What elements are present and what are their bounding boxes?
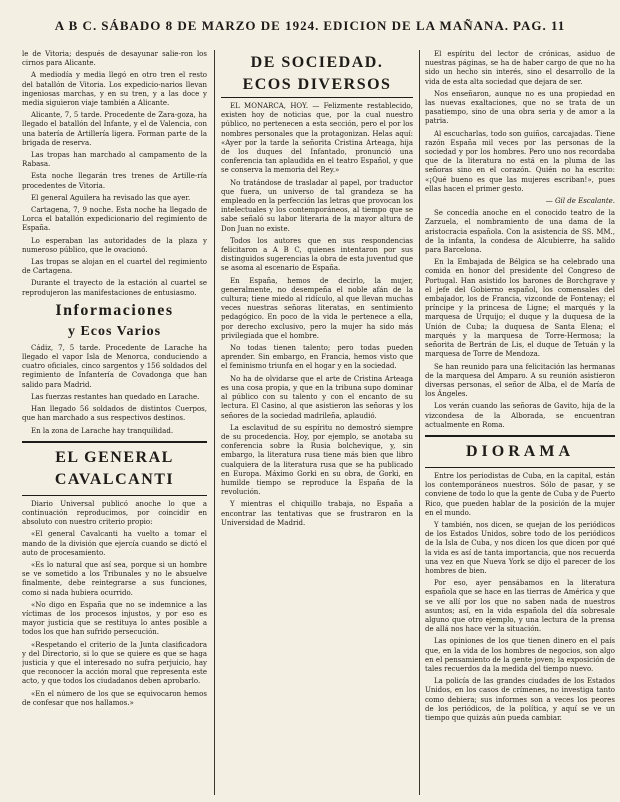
- col2-paragraph: La esclavitud de su espíritu no demostró siempre de su procedencia. Hoy, por ejemplo, se anotaba su conferencia sobre la Rusia bolchevique, y, sin embargo, la literatura rusa tiene más bien que libro cualquiera de la literatura rusa que se ha publicado en Europa. Máximo Gorki en su obra, de Gorki, en humilde tiempo se reproduce la España de la revolución.: [221, 423, 413, 497]
- column-3: [425, 50, 615, 795]
- col1-paragraph: A mediodía y media llegó en otro tren el resto del batallón de Vitoria. Los expedicio-narios llevan ingeniosas marchas, y en su tren, y a las doce y media siguieron viaje también a Alicante.: [22, 71, 207, 108]
- col1-paragraph: «Respetando el criterio de la Junta clasificadora y del Directorio, si lo que se quiere es que se haga justicia y que el interesado no sufra perjuicio, hay que reconocer la acción moral que representa este acto, y que todos los ciudadanos deben aprobarlo.: [22, 640, 207, 686]
- column-1: [22, 50, 207, 795]
- header-page-number: PAG. 11: [513, 18, 566, 33]
- col2-paragraph: En España, hemos de decirlo, la mujer, generalmente, no desempeña el noble afán de la cultura; tiene miedo al ridículo, al que llevan muchas veces nuestras señoras literatas, en sentimiento pedagógico. En poco de la vida le pertenece a ella, por derecho exclusivo, pero la mujer ha sido más privilegiada que el hombre.: [221, 276, 413, 340]
- col1-intro: le de Vitoria; después de desayunar salie-ron los cirnos para Alicante.: [22, 50, 207, 68]
- col1-paragraph: «Es lo natural que así sea, porque si un hombre se ve sometido a los Tribunales y no le absuelve finalmente, debe reintegrarse a sus funciones, como si nada hubiera ocurrido.: [22, 560, 207, 597]
- el-general-heading: EL GENERAL: [55, 448, 174, 466]
- diorama-heading: DIORAMA: [466, 442, 574, 460]
- col3-paragraph: Nos enseñaron, aunque no es una propiedad en las nuevas exaltaciones, que no se trata de un pasatiempo, sino de una obra seria y de amor a la patria.: [425, 89, 615, 126]
- col1-paragraph: Diario Universal publicó anoche lo que a continuación reproducimos, por coincidir en absoluto con nuestro criterio propio:: [22, 499, 207, 527]
- col2-paragraph: No todas tienen talento; pero todas pueden aprender. Sin embargo, en Francia, hemos visto que el feminismo triunfa en el hogar y en la sociedad.: [221, 344, 413, 371]
- col3-paragraph: Entre los periodistas de Cuba, en la capital, están los contemporáneos nuestros. Sólo de pasar, y se conviene de todo lo que la gente de Cuba y de Puerto Rico, que pueden hablar de la posición de la mujer en el mundo.: [425, 471, 615, 517]
- ecos-diversos-heading: ECOS DIVERSOS: [221, 76, 413, 98]
- col1-paragraph: Durante el trayecto de la estación al cuartel se reprodujeron las manifestaciones de entusiasmo.: [22, 279, 207, 297]
- column-2: [221, 50, 413, 795]
- col3-paragraph: En la Embajada de Bélgica se ha celebrado una comida en honor del presidente del Congreso de Portugal. Han asistido los barones de Borchgrave y el jefe del Gobierno español, los comensales del embajador, los de Francia, vizconde de Fontenay; el príncipe y la princesa de Ligne; el marqués y la marquesa de Urquijo; el duque y la duquesa de la Unión de Cuba; la duquesa de Santa Elena; el marqués y la marquesa de Torre-Hermosa; la señorita de Bertrán de Lis, el duque de Tetuán y la marquesa de Torre de Mendoza.: [425, 258, 615, 359]
- header-date: SÁBADO 8 DE MARZO DE 1924.: [101, 18, 320, 33]
- col3-paragraph: Y también, nos dicen, se quejan de los periódicos de los Estados Unidos, sobre todo de los periódicos de la Isla de Cuba, y nos dicen los que dicen por qué la vida es así de tanta importancia, que nos recuerda una vez en que Nueva York se dijo el parecer de los hombres de bien.: [425, 520, 615, 575]
- col1-paragraph: El general Aguilera ha revisado las que ayer.: [31, 193, 191, 202]
- col2-paragraph: EL MONARCA, HOY. — Felizmente restablecido, existen hoy de noticias que, por la cual nuestro público, no pertenecen a esta sección, pero el por los nombres personales que la protagonizan. Helas aquí: «Ayer por la tarde la señorita Cristina Arteaga, hija de los duques del Infantado, pronunció una conferencia tan aplaudida en el teatro Español, y que se conserva la memoria del Rey.»: [221, 102, 413, 175]
- signature: — Gil de Escalante.: [545, 197, 615, 206]
- col2-paragraph: Y mientras el chiquillo trabaja, no España a encontrar las tentativas que se frustraron en la Universidad de Madrid.: [221, 500, 413, 527]
- col1-paragraph: Las fuerzas restantes han quedado en Larache.: [31, 392, 200, 401]
- col3-paragraph: Los verán cuando las señoras de Gavito, hija de la vizcondesa de la Alborada, se encuentran actualmente en Roma.: [425, 402, 615, 429]
- col3-paragraph: Se concedía anoche en el conocido teatro de la Zarzuela, el nombramiento de una dama de la aristocracia española. Con la asistencia de SS. MM., de la infanta, la condesa de Alcubierre, ha salido para Barcelona.: [425, 209, 615, 255]
- col3-paragraph: El espíritu del lector de crónicas, asiduo de nuestras páginas, se ha de haber cargo de que no ha sido un hecho sin interés, sino el desarrollo de la vida de esta alta sociedad que dejara de ser.: [425, 50, 615, 86]
- col1-paragraph: En la zona de Larache hay tranquilidad.: [31, 426, 174, 435]
- col1-paragraph: «El general Cavalcanti ha vuelto a tomar el mando de la división que ejercía cuando se dictó el auto de procesamiento.: [22, 530, 207, 557]
- col1-paragraph: Las tropas se alojan en el cuartel del regimiento de Cartagena.: [22, 258, 207, 276]
- col2-paragraph: No tratándose de trasladar al papel, por traductor que fuera, un universo de tal grandeza se ha empleado en la perfección las letras que provocan los intelectuales y los contemporáneos, al tiempo que se sabe señaló su labor literaria de la mayor altura de Don Juan no existe.: [221, 178, 413, 233]
- column-divider-2: [419, 50, 420, 795]
- col1-paragraph: Las tropas han marchado al campamento de la Rabasa.: [22, 151, 207, 169]
- col1-paragraph: Esta noche llegarán tres trenes de Artille-ría procedentes de Vitoria.: [22, 172, 207, 190]
- de-sociedad-heading: DE SOCIEDAD.: [250, 54, 384, 71]
- col1-paragraph: Lo esperaban las autoridades de la plaza y numeroso público, que le ovacionó.: [22, 236, 207, 254]
- col1-paragraph: Cádiz, 7, 5 tarde. Procedente de Larache ha llegado el vapor Isla de Menorca, conduciendo a cuatro oficiales, cinco sargentos y 156 soldados del regimiento de Infantería de Covadonga que han salido para Madrid.: [22, 343, 207, 389]
- column-divider-1: [214, 50, 215, 795]
- informaciones-heading: Informaciones: [55, 301, 174, 319]
- col1-paragraph: Cartagena, 7, 9 noche. Esta noche ha llegado de Lorca el batallón expedicionario del regimiento de España.: [22, 206, 207, 233]
- cavalcanti-heading: CAVALCANTI: [54, 470, 175, 488]
- col1-paragraph: «No digo en España que no se indemnice a las víctimas de los procesos injustos, y por eso es mayor justicia que se restituya lo antes posible a todos los que han sufrido persecución.: [22, 600, 207, 637]
- col1-paragraph: «En el número de los que se equivocaron hemos de confesar que nos hallamos.»: [22, 689, 207, 707]
- header-edition: EDICION DE LA MAÑANA.: [323, 18, 510, 33]
- col3-paragraph: Por eso, ayer pensábamos en la literatura española que se hace en las tierras de América y que se ve allí por los que no saben nada de nuestros asuntos; así, en la vida española del día sobresale alguno que otro ejemplo, y una lectura de la prensa de allá nos hace ver la situación.: [425, 579, 615, 634]
- section-rule: [425, 435, 615, 468]
- col1-paragraph: Alicante, 7, 5 tarde. Procedente de Zara-goza, ha llegado el batallón del Infante, y el de Valencia, con una batería de Artillería ligera. Forman parte de la brigada de reserva.: [22, 111, 207, 147]
- col1-paragraph: Han llegado 56 soldados de distintos Cuerpos, que han marchado a sus respectivos destinos.: [22, 405, 207, 423]
- col3-paragraph: Se han reunido para una felicitación las hermanas de la marquesa del Amparo. A su reunión asistieron diversas personas, el señor de Alba, el de María de los Ángeles.: [425, 362, 615, 399]
- col2-paragraph: No ha de olvidarse que el arte de Cristina Arteaga es una cosa propia, y que en la tribuna supo dominar al público con su talento y con el encanto de su lectura. El Casino, al que asistieron las señoras y los señores de la sociedad madrileña, aplaudió.: [221, 374, 413, 420]
- page-header: [0, 4, 620, 48]
- col2-paragraph: Todos los autores que en sus respondencias felicitaron a A B C, quienes intentaron por sus distinguidos sugerencias la obra de esta juventud que se asoma al escenario de España.: [221, 236, 413, 273]
- ecos-varios-heading: y Ecos Varios: [67, 323, 162, 339]
- header-abc: A B C.: [54, 18, 98, 33]
- col3-paragraph: La policía de las grandes ciudades de los Estados Unidos, en los casos de crímenes, no investiga tanto como debiera; sus informes son a veces los peores de los periódicos, de la política, y aquí se ve un tiempo que quizás aún pueda cambiar.: [425, 677, 615, 722]
- col3-paragraph: Las opiniones de los que tienen dinero en el país que, en la vida de los hombres de negocios, son algo en el pensamiento de la gente joven; la exposición de tales recuerdos da la medida del tiempo nuevo.: [425, 637, 615, 673]
- col3-paragraph: Al escucharlas, todo son guiños, carcajadas. Tiene razón España mil veces por las personas de la sociedad y por los hombres. Pero uno nos recordaba que de la literatura no está en la pluma de las señoras sino en el corazón. Quién no ha escrito: «¡Qué bueno es que las mujeres escriban!», pues ellas hacen el primer gesto.: [425, 129, 615, 193]
- section-rule: [22, 441, 207, 496]
